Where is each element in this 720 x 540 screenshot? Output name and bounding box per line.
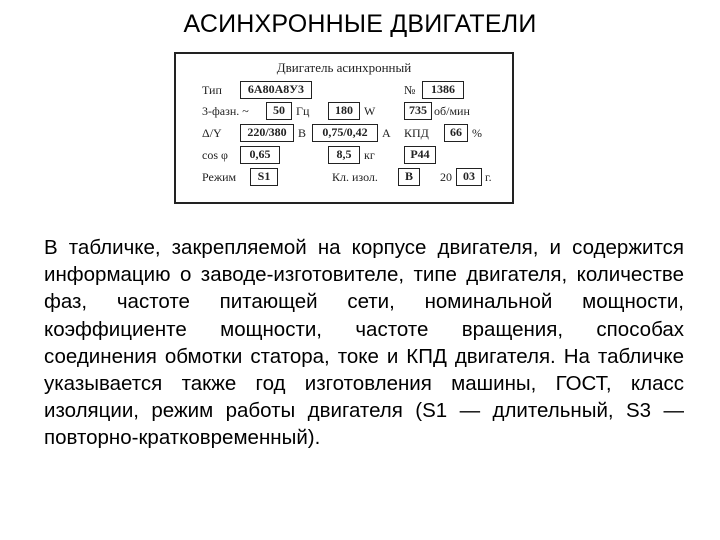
value-frequency: 50 [266,102,292,120]
value-mass: 8,5 [328,146,360,164]
label-type: Тип [202,83,222,97]
value-insulation: В [398,168,420,186]
value-mode: S1 [250,168,278,186]
label-percent: % [472,126,482,140]
label-year-prefix: 20 [440,170,452,184]
label-mode: Режим [202,170,237,184]
label-phase: 3-фазн. ~ [202,104,249,118]
label-rpm: об/мин [434,104,470,118]
value-cos-phi: 0,65 [240,146,280,164]
value-power: 180 [328,102,360,120]
value-year: 03 [456,168,482,186]
label-insulation: Кл. изол. [332,170,378,184]
label-year-suffix: г. [485,170,492,184]
value-type: 6А80А8У3 [240,81,312,99]
label-cos-phi: cos φ [202,148,228,162]
label-efficiency: КПД [404,126,429,140]
value-voltage: 220/380 [240,124,294,142]
label-kg: кг [364,148,375,162]
value-number: 1386 [422,81,464,99]
label-delta-y: Δ/Y [202,126,222,140]
value-efficiency: 66 [444,124,468,142]
value-speed: 735 [404,102,432,120]
label-v: В [298,126,307,140]
nameplate-image [174,52,514,204]
nameplate-header: Двигатель асинхронный [276,60,412,75]
value-protection: Р44 [404,146,436,164]
label-w: W [364,104,376,118]
value-current: 0,75/0,42 [312,124,378,142]
slide-title: АСИНХРОННЫЕ ДВИГАТЕЛИ [183,10,537,38]
label-number: № [404,83,416,97]
label-hz: Гц [296,104,310,118]
body-paragraph: В табличке, закрепляемой на корпусе двигателя, и содержится информацию о заводе-изготовителе, типе двигателя, количестве фаз, частоте питающей сети, номинальной мощности, коэффициенте мощности, частоте вращения, способах соединения обмотки статора, токе и КПД двигателя. На табличке указывается также год изготовления машины, ГОСТ, класс изоляции, режим работы двигателя (S1 — длительный, S3 — повторно-кратковременный). [44,236,684,450]
label-a: А [382,126,391,140]
